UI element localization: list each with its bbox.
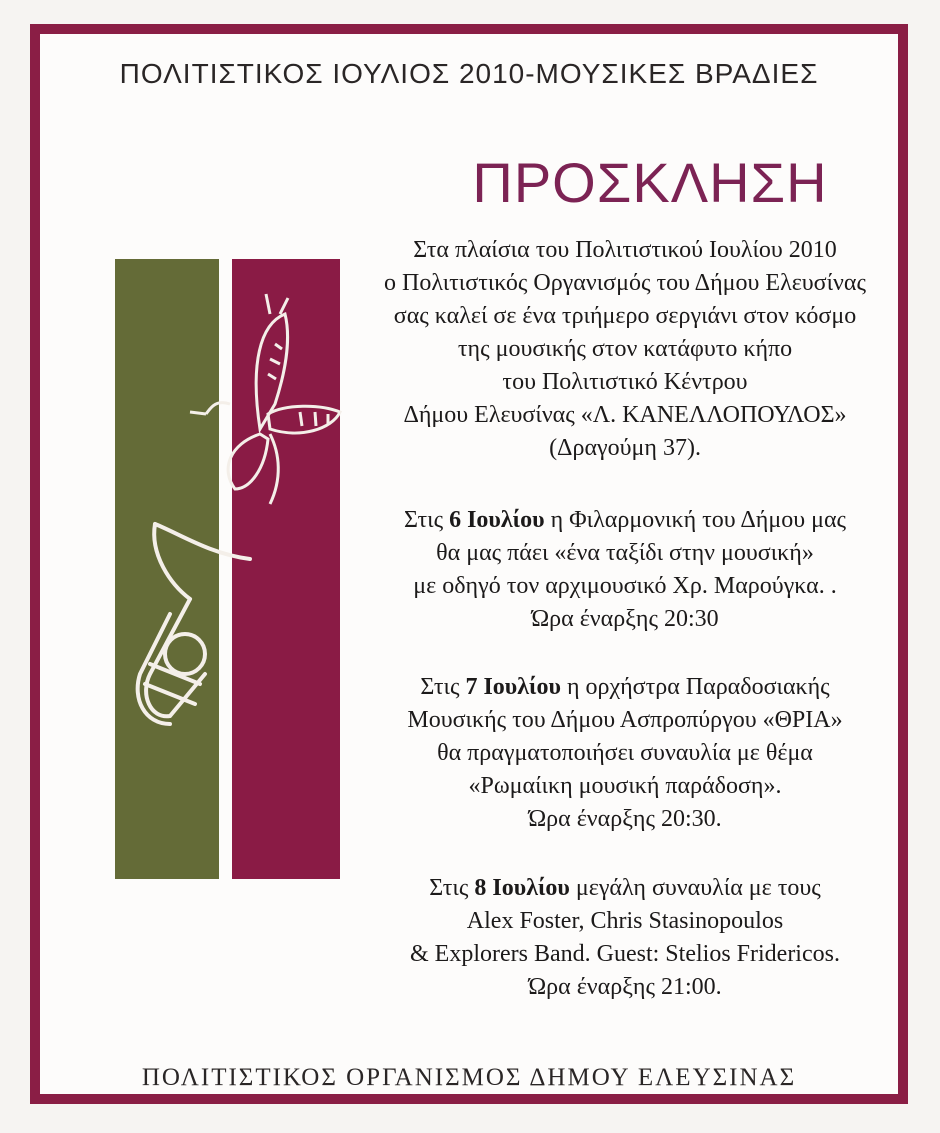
event-text: η ορχήστρα Παραδοσιακής xyxy=(560,674,830,700)
page-title: ΠΡΟΣΚΛΗΣΗ xyxy=(472,151,828,214)
event-time: Ώρα έναρξης 20:30 xyxy=(531,606,719,632)
event-prefix: Στις xyxy=(420,674,466,700)
event-prefix: Στις xyxy=(403,507,450,533)
footer-organization: ΠΟΛΙΤΙΣΤΙΚΟΣ ΟΡΓΑΝΙΣΜΟΣ ΔΗΜΟΥ ΕΛΕΥΣΙΝΑΣ xyxy=(141,1064,797,1091)
event-line: Alex Foster, Chris Stasinopoulos xyxy=(466,908,784,934)
invitation-card xyxy=(30,24,908,1104)
event-line: Μουσικής του Δήμου Ασπροπύργου «ΘΡΙΑ» xyxy=(407,707,843,733)
intro-line: σας καλεί σε ένα τριήμερο σεργιάνι στον κόσμο xyxy=(393,303,857,329)
event-prefix: Στις xyxy=(429,875,475,901)
event-july-8 xyxy=(340,872,910,1004)
event-date: 6 Ιουλίου xyxy=(449,507,545,533)
event-line: & Explorers Band. Guest: Stelios Fridericos. xyxy=(410,941,840,967)
decorative-artwork xyxy=(110,254,350,884)
event-time: Ώρα έναρξης 21:00. xyxy=(528,974,722,1000)
top-heading: ΠΟΛΙΤΙΣΤΙΚΟΣ ΙΟΥΛΙΟΣ 2010-ΜΟΥΣΙΚΕΣ ΒΡΑΔΙΕΣ xyxy=(119,58,819,89)
event-july-6 xyxy=(340,504,910,636)
event-line: «Ρωμαίικη μουσική παράδοση». xyxy=(468,773,782,799)
intro-line: (Δραγούμη 37). xyxy=(549,435,701,461)
trumpet-icon xyxy=(138,524,250,724)
event-july-7 xyxy=(340,671,910,836)
event-time: Ώρα έναρξης 20:30. xyxy=(528,806,722,832)
event-date: 8 Ιουλίου xyxy=(474,875,570,901)
intro-line: της μουσικής στον κατάφυτο κήπο xyxy=(457,336,793,362)
event-text: η Φιλαρμονική του Δήμου μας xyxy=(544,507,847,533)
intro-line: Στα πλαίσια του Πολιτιστικού Ιουλίου 2010 xyxy=(413,237,837,263)
intro-line: του Πολιτιστικό Κέντρου xyxy=(502,369,748,395)
event-line xyxy=(340,504,910,537)
music-art-svg xyxy=(110,254,350,884)
event-line xyxy=(340,872,910,905)
intro-line: ο Πολιτιστικός Οργανισμός του Δήμου Ελευσίνας xyxy=(384,270,866,296)
event-line: θα πραγματοποιήσει συναυλία με θέμα xyxy=(437,740,813,766)
event-line: θα μας πάει «ένα ταξίδι στην μουσική» xyxy=(436,540,814,566)
event-line xyxy=(340,671,910,704)
butterfly-icon xyxy=(190,294,340,504)
event-text: μεγάλη συναυλία με τους xyxy=(569,875,821,901)
event-date: 7 Ιουλίου xyxy=(465,674,561,700)
intro-line: Δήμου Ελευσίνας «Λ. ΚΑΝΕΛΛΟΠΟΥΛΟΣ» xyxy=(403,402,847,428)
intro-paragraph xyxy=(340,234,910,465)
event-line: με οδηγό τον αρχιμουσικό Χρ. Μαρούγκα. . xyxy=(413,573,837,599)
